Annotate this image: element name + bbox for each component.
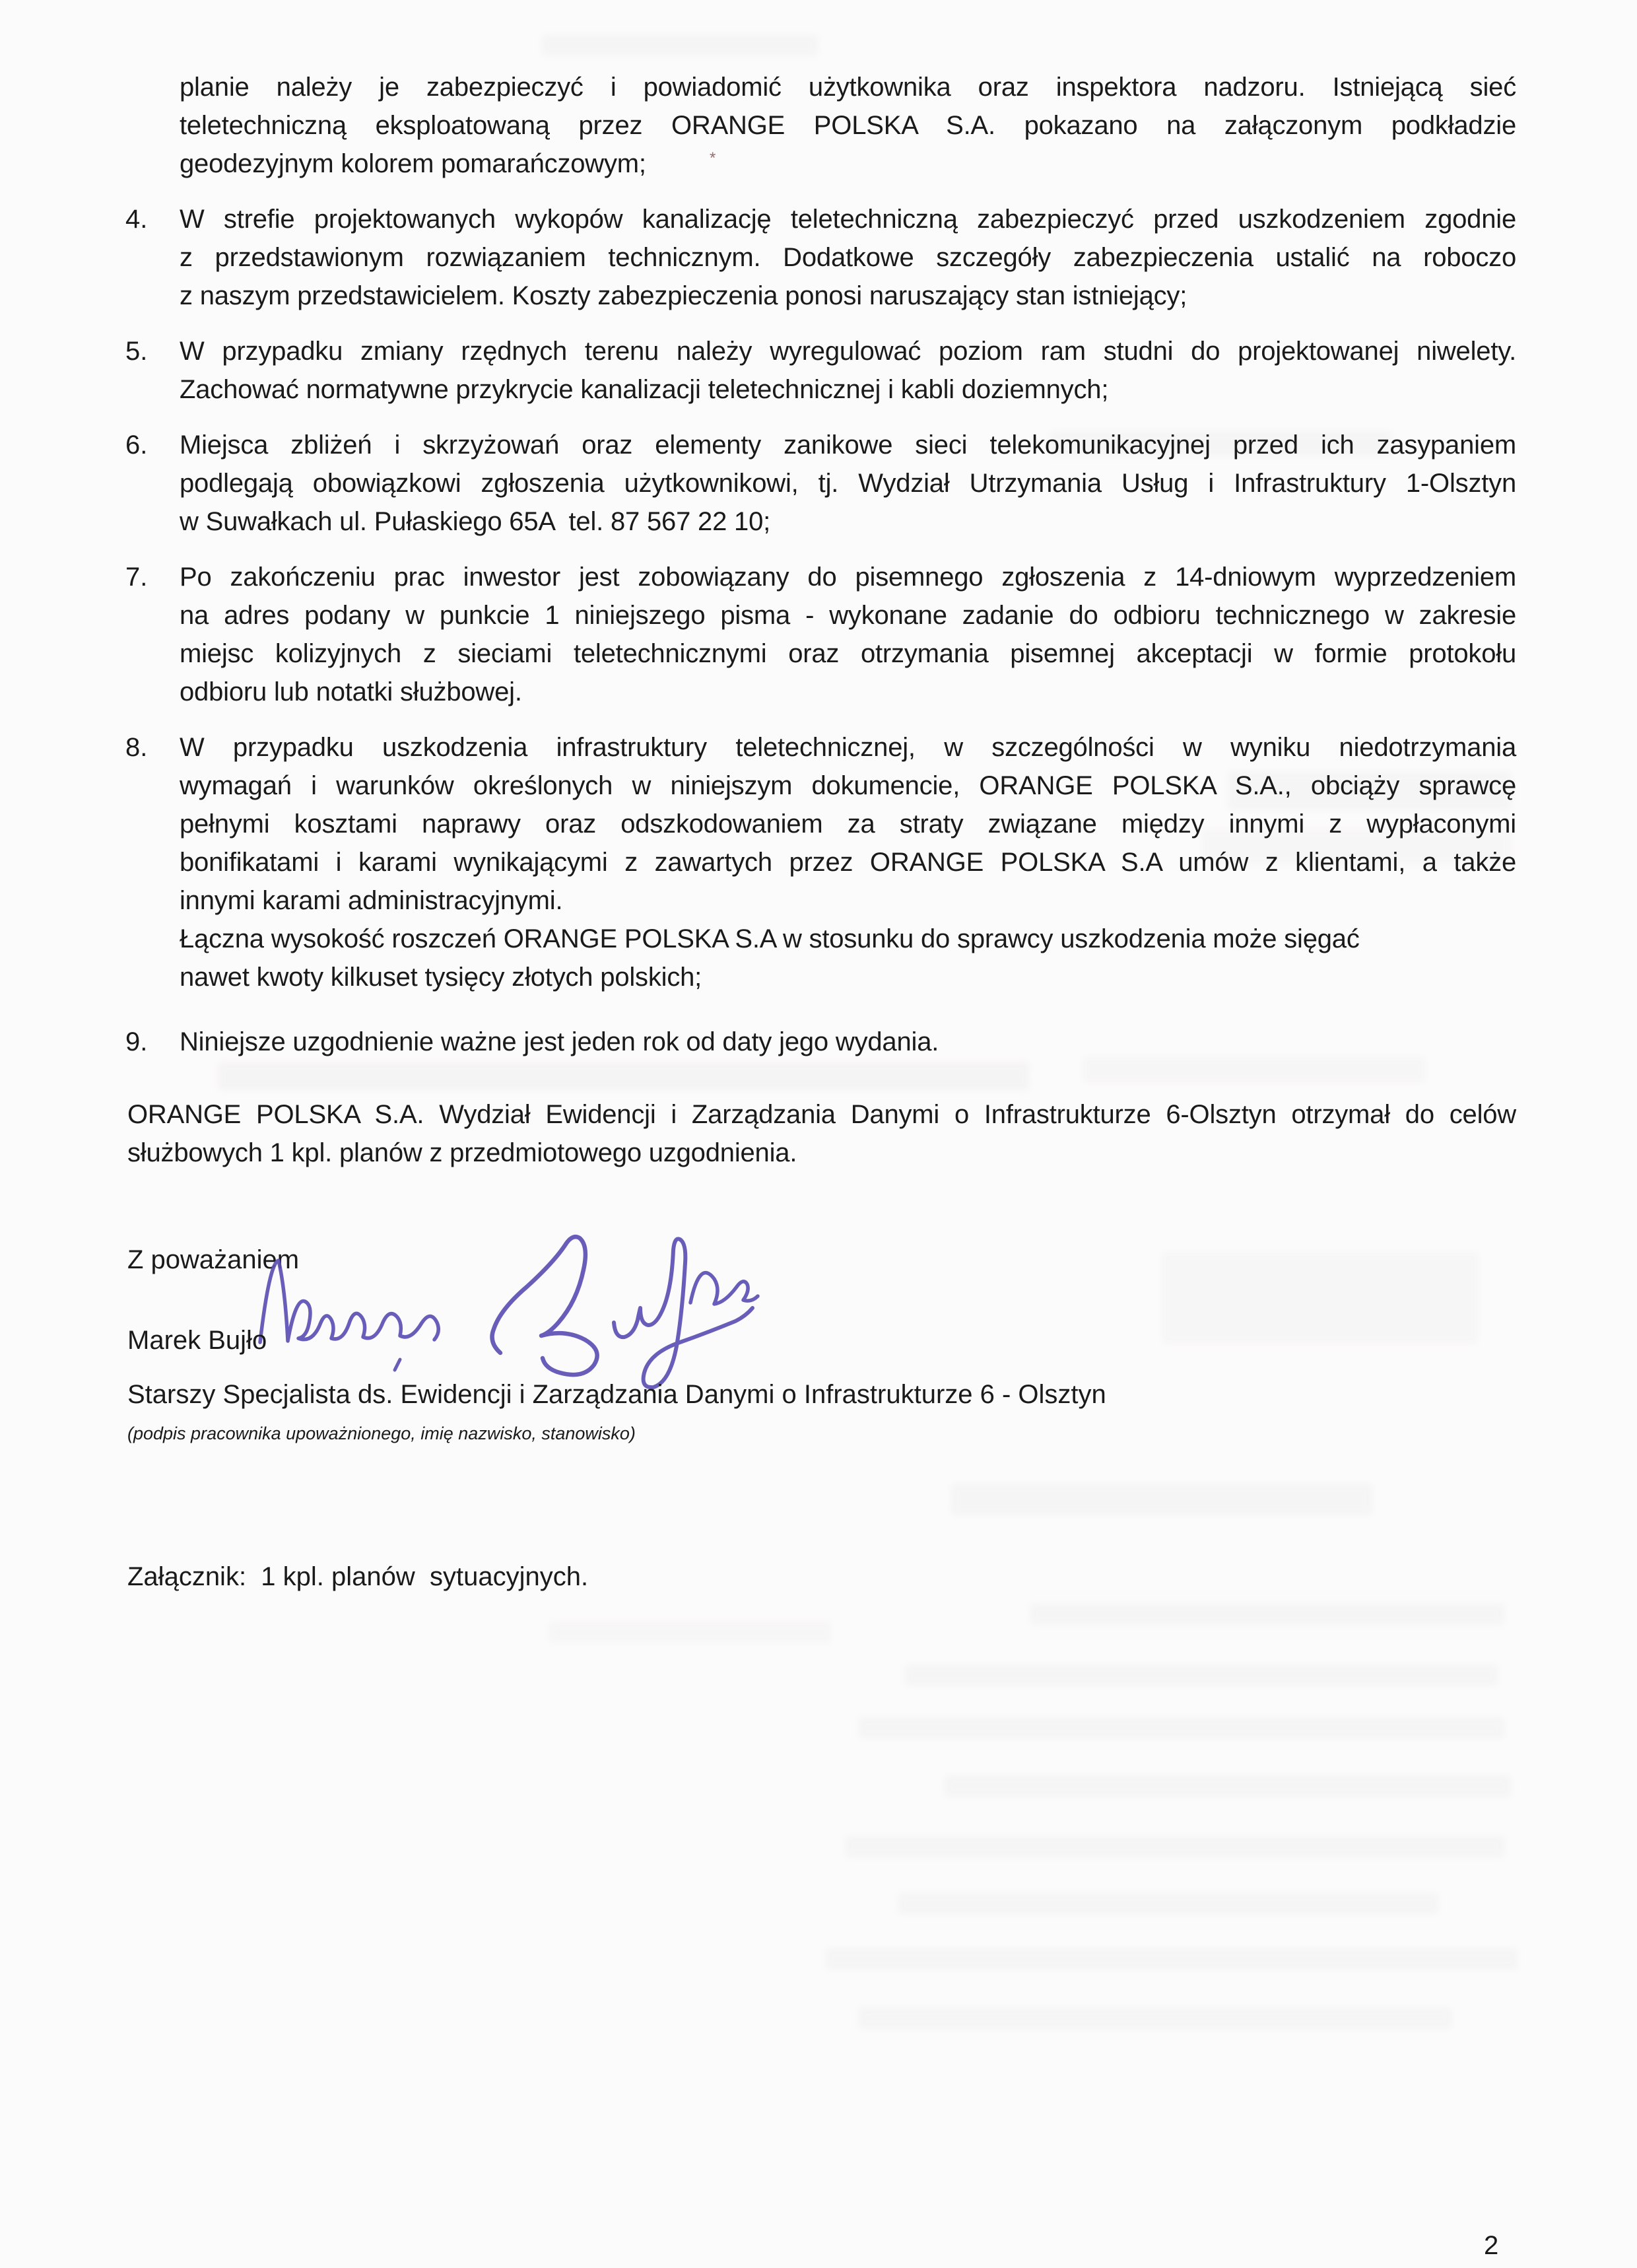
item-text (180, 558, 1516, 711)
item-number: 6. (125, 430, 148, 460)
scan-bleed-artifact (898, 1892, 1439, 1915)
item-text (180, 426, 1516, 541)
item-text (180, 1023, 1516, 1061)
text-line: nawet kwoty kilkuset tysięcy złotych polskich; (180, 963, 702, 992)
signature-stroke (614, 1239, 752, 1387)
list-item (125, 558, 1516, 711)
signature-stroke (690, 1273, 758, 1304)
scan-bleed-artifact (1162, 1252, 1479, 1344)
text-line: geodezyjnym kolorem pomarańczowym; (180, 149, 646, 178)
text-line: Łączna wysokość roszczeń ORANGE POLSKA S.A w stosunku do sprawcy uszkodzenia może sięgać (180, 924, 1360, 953)
signatory-name: Marek Bujło (127, 1326, 267, 1355)
item-number: 7. (125, 563, 148, 592)
handwritten-signature (244, 1223, 772, 1395)
text-line: Zachować normatywne przykrycie kanalizacji teletechnicznej i kabli doziemnych; (180, 375, 1109, 404)
scan-bleed-artifact (548, 1621, 832, 1643)
item-number: 9. (125, 1027, 148, 1056)
signatory-title: Starszy Specjalista ds. Ewidencji i Zarządzania Danymi o Infrastrukturze 6 - Olsztyn (127, 1380, 1106, 1409)
text-line: Miejsca zbliżeń i skrzyżowań oraz elementy zanikowe sieci telekomunikacyjnej przed ich zasypaniem (180, 430, 1516, 460)
scan-bleed-artifact (858, 2007, 1452, 2030)
item-number: 5. (125, 337, 148, 366)
text-line: innymi karami administracyjnymi. (180, 886, 563, 915)
scan-bleed-artifact (944, 1775, 1512, 1797)
text-line: ORANGE POLSKA S.A. Wydział Ewidencji i Zarządzania Danymi o Infrastrukturze 6-Olsztyn otrzymał do celów (127, 1100, 1516, 1129)
page-number: 2 (1484, 2231, 1499, 2260)
item-text (180, 200, 1516, 315)
scan-bleed-artifact (845, 1836, 1505, 1858)
item-number: 4. (125, 205, 148, 234)
stray-mark: * (710, 149, 716, 167)
text-line: planie należy je zabezpieczyć i powiadomić użytkownika oraz inspektora nadzoru. Istniejącą sieć (180, 73, 1516, 102)
text-line: Po zakończeniu prac inwestor jest zobowiązany do pisemnego zgłoszenia z 14-dniowym wyprzedzeniem (180, 563, 1516, 592)
list-item (125, 1023, 1516, 1061)
text-line: W przypadku uszkodzenia infrastruktury teletechnicznej, w szczególności w wyniku niedotrzymania (180, 733, 1516, 762)
list-item (125, 728, 1516, 996)
text-line: Niniejsze uzgodnienie ważne jest jeden rok od daty jego wydania. (180, 1027, 939, 1056)
text-line: wymagań i warunków określonych w niniejszym dokumencie, ORANGE POLSKA S.A., obciąży sprawcę (180, 771, 1516, 800)
item-text (180, 728, 1516, 996)
item-text (180, 332, 1516, 409)
text-line: W strefie projektowanych wykopów kanalizację teletechniczną zabezpieczyć przed uszkodzeniem zgodnie (180, 205, 1516, 234)
attachment-note: Załącznik: 1 kpl. planów sytuacyjnych. (127, 1562, 589, 1591)
closing-paragraph (127, 1095, 1516, 1172)
signature-stroke (492, 1237, 597, 1375)
scan-bleed-artifact (1030, 1603, 1505, 1626)
list-item (125, 332, 1516, 409)
text-line: odbioru lub notatki służbowej. (180, 677, 522, 706)
text-line: bonifikatami i karami wynikającymi z zawartych przez ORANGE POLSKA S.A umów z klientami, a także (180, 848, 1516, 877)
text-line: służbowych 1 kpl. planów z przedmiotowego uzgodnienia. (127, 1138, 797, 1167)
item-number: 8. (125, 733, 148, 762)
list-item (125, 200, 1516, 315)
text-line: w Suwałkach ul. Pułaskiego 65A tel. 87 567 22 10; (180, 507, 771, 536)
signoff-text: Z poważaniem (127, 1245, 300, 1274)
numbered-list (125, 200, 1516, 1078)
scan-bleed-artifact (904, 1664, 1498, 1686)
text-line: miejsc kolizyjnych z sieciami teletechnicznymi oraz otrzymania pisemnej akceptacji w formie protokołu (180, 639, 1516, 668)
scan-bleed-artifact (541, 34, 818, 57)
text-line: z naszym przedstawicielem. Koszty zabezpieczenia ponosi naruszający stan istniejący; (180, 281, 1187, 310)
signature-stroke (260, 1260, 438, 1342)
signature-caption: (podpis pracownika upoważnionego, imię nazwisko, stanowisko) (127, 1424, 636, 1443)
scan-bleed-artifact (951, 1483, 1373, 1516)
text-line: pełnymi kosztami naprawy oraz odszkodowaniem za straty związane między innymi z wypłaconymi (180, 809, 1516, 839)
intro-paragraph (180, 68, 1516, 183)
signature-stroke (395, 1359, 400, 1370)
list-item (125, 426, 1516, 541)
scan-bleed-artifact (825, 1948, 1518, 1970)
text-line: z przedstawionym rozwiązaniem technicznym. Dodatkowe szczegóły zabezpieczenia ustalić na roboczo (180, 243, 1516, 272)
scan-bleed-artifact (858, 1717, 1505, 1739)
text-line: podlegają obowiązkowi zgłoszenia użytkownikowi, tj. Wydział Utrzymania Usług i Infrastruktury 1-Olsztyn (180, 469, 1516, 498)
text-line: na adres podany w punkcie 1 niniejszego pisma - wykonane zadanie do odbioru technicznego w zakresie (180, 601, 1516, 630)
text-line: W przypadku zmiany rzędnych terenu należy wyregulować poziom ram studni do projektowanej niwelety. (180, 337, 1516, 366)
text-line: teletechniczną eksploatowaną przez ORANGE POLSKA S.A. pokazano na załączonym podkładzie (180, 111, 1516, 140)
